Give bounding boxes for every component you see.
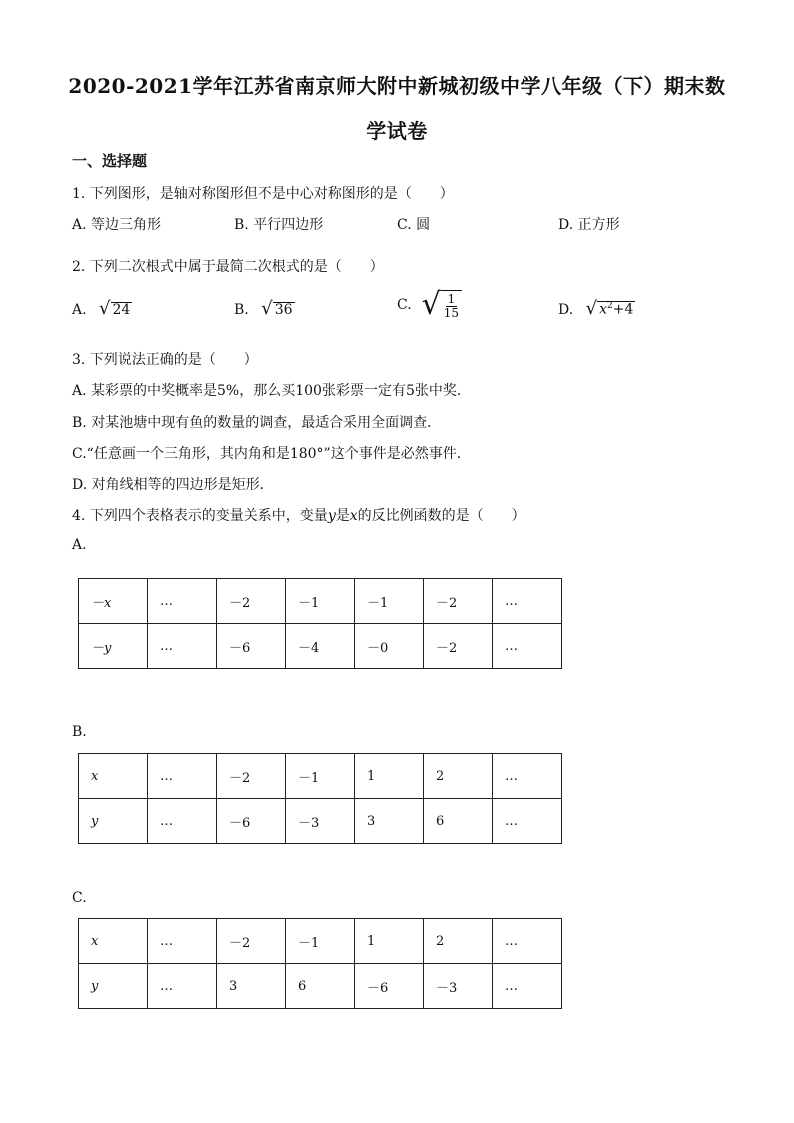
- table-cell: …: [493, 799, 562, 844]
- question-3-option-b: B. 对某池塘中现有鱼的数量的调查，最适合采用全面调查．: [72, 415, 442, 431]
- variable-y: y: [327, 508, 336, 524]
- table-cell: －2: [217, 579, 286, 624]
- question-1-option-d: D. 正方形: [558, 217, 620, 233]
- table-cell: －0: [355, 624, 424, 669]
- question-3-option-a: A. 某彩票的中奖概率是5%，那么买100张彩票一定有5张中奖．: [72, 383, 471, 399]
- question-2-option-d: [558, 300, 635, 318]
- sqrt-expression: [586, 300, 636, 318]
- variable-x: x: [349, 508, 358, 524]
- question-2-option-c: [397, 287, 462, 323]
- table-cell: 2: [424, 754, 493, 799]
- question-2-option-a: [72, 300, 132, 318]
- question-3-option-c: C.“任意画一个三角形，其内角和是180°”这个事件是必然事件．: [72, 446, 471, 462]
- question-4-table-a: [78, 578, 562, 669]
- table-cell: 1: [355, 754, 424, 799]
- table-cell: …: [148, 964, 217, 1009]
- table-cell: 1: [355, 919, 424, 964]
- question-4-option-b-label: B.: [72, 724, 87, 740]
- exam-title-line1: 2020-2021学年江苏省南京师大附中新城初级中学八年级（下）期末数: [68, 74, 726, 98]
- radicand-rest: +4: [612, 301, 634, 318]
- table-cell: …: [148, 624, 217, 669]
- table-row: [79, 964, 562, 1009]
- table-cell: 6: [286, 964, 355, 1009]
- question-2-stem: 2. 下列二次根式中属于最简二次根式的是（ ）: [72, 259, 384, 275]
- table-row: [79, 624, 562, 669]
- table-row: [79, 799, 562, 844]
- table-cell: －4: [286, 624, 355, 669]
- table-cell: －2: [217, 919, 286, 964]
- table-cell: …: [148, 799, 217, 844]
- sqrt-expression: [99, 300, 132, 318]
- fraction-numerator: 1: [447, 292, 456, 306]
- table-row: [79, 919, 562, 964]
- question-4-table-c: [78, 918, 562, 1009]
- table-cell: …: [148, 579, 217, 624]
- table-cell: －6: [355, 964, 424, 1009]
- option-label: C.: [397, 297, 412, 314]
- table-cell: －3: [286, 799, 355, 844]
- table-cell: －2: [424, 624, 493, 669]
- table-cell: …: [148, 919, 217, 964]
- question-2-option-b: [234, 300, 295, 318]
- sqrt-fraction-expression: [421, 287, 462, 323]
- table-cell: －1: [286, 754, 355, 799]
- table-cell: －2: [424, 579, 493, 624]
- question-4-option-a-label: A.: [72, 537, 87, 553]
- table-cell: …: [148, 754, 217, 799]
- radicand: [597, 301, 635, 318]
- exponent: 2: [607, 300, 613, 311]
- question-1-stem: 1. 下列图形，是轴对称图形但不是中心对称图形的是（ ）: [72, 186, 454, 202]
- table-row: [79, 579, 562, 624]
- radical-sign: √: [99, 298, 111, 319]
- exam-title-line2: 学试卷: [366, 119, 428, 143]
- table-cell: －3: [424, 964, 493, 1009]
- table-cell: 6: [424, 799, 493, 844]
- radicand: 24: [112, 301, 131, 318]
- variable-x: x: [599, 301, 608, 318]
- question-3-stem: 3. 下列说法正确的是（ ）: [72, 352, 258, 368]
- table-cell: x: [79, 754, 148, 799]
- question-1-option-b: B. 平行四边形: [234, 217, 324, 233]
- option-label: A.: [72, 302, 87, 318]
- table-cell: …: [493, 624, 562, 669]
- table-cell: －x: [79, 579, 148, 624]
- question-3-option-d: D. 对角线相等的四边形是矩形．: [72, 477, 274, 493]
- radical-sign: √: [585, 298, 598, 319]
- table-cell: 3: [217, 964, 286, 1009]
- option-label: B.: [234, 302, 249, 318]
- table-cell: －1: [355, 579, 424, 624]
- table-cell: y: [79, 799, 148, 844]
- table-cell: 3: [355, 799, 424, 844]
- table-cell: －1: [286, 919, 355, 964]
- radicand: 36: [274, 301, 293, 318]
- table-row: [79, 754, 562, 799]
- table-cell: …: [493, 579, 562, 624]
- sqrt-expression: [261, 300, 294, 318]
- table-cell: －y: [79, 624, 148, 669]
- table-cell: …: [493, 754, 562, 799]
- question-4-table-b: [78, 753, 562, 844]
- question-1-option-a: A. 等边三角形: [72, 217, 162, 233]
- table-cell: －6: [217, 624, 286, 669]
- table-cell: －1: [286, 579, 355, 624]
- question-4-stem: [72, 505, 526, 525]
- table-cell: …: [493, 964, 562, 1009]
- question-1-option-c: C. 圆: [397, 217, 431, 233]
- radicand: [441, 290, 462, 320]
- fraction-denominator: 15: [443, 306, 460, 321]
- table-cell: －2: [217, 754, 286, 799]
- stem-text: 4. 下列四个表格表示的变量关系中，变量: [72, 508, 328, 524]
- radical-sign: √: [421, 287, 441, 323]
- table-cell: －6: [217, 799, 286, 844]
- section-heading: 一、选择题: [72, 152, 148, 170]
- stem-text: 的反比例函数的是（ ）: [357, 508, 526, 524]
- fraction: [444, 293, 459, 320]
- question-4-option-c-label: C.: [72, 890, 87, 906]
- option-label: D.: [558, 302, 574, 318]
- table-cell: x: [79, 919, 148, 964]
- table-cell: 2: [424, 919, 493, 964]
- radical-sign: √: [261, 298, 273, 319]
- table-cell: y: [79, 964, 148, 1009]
- stem-text: 是: [335, 508, 350, 524]
- table-cell: …: [493, 919, 562, 964]
